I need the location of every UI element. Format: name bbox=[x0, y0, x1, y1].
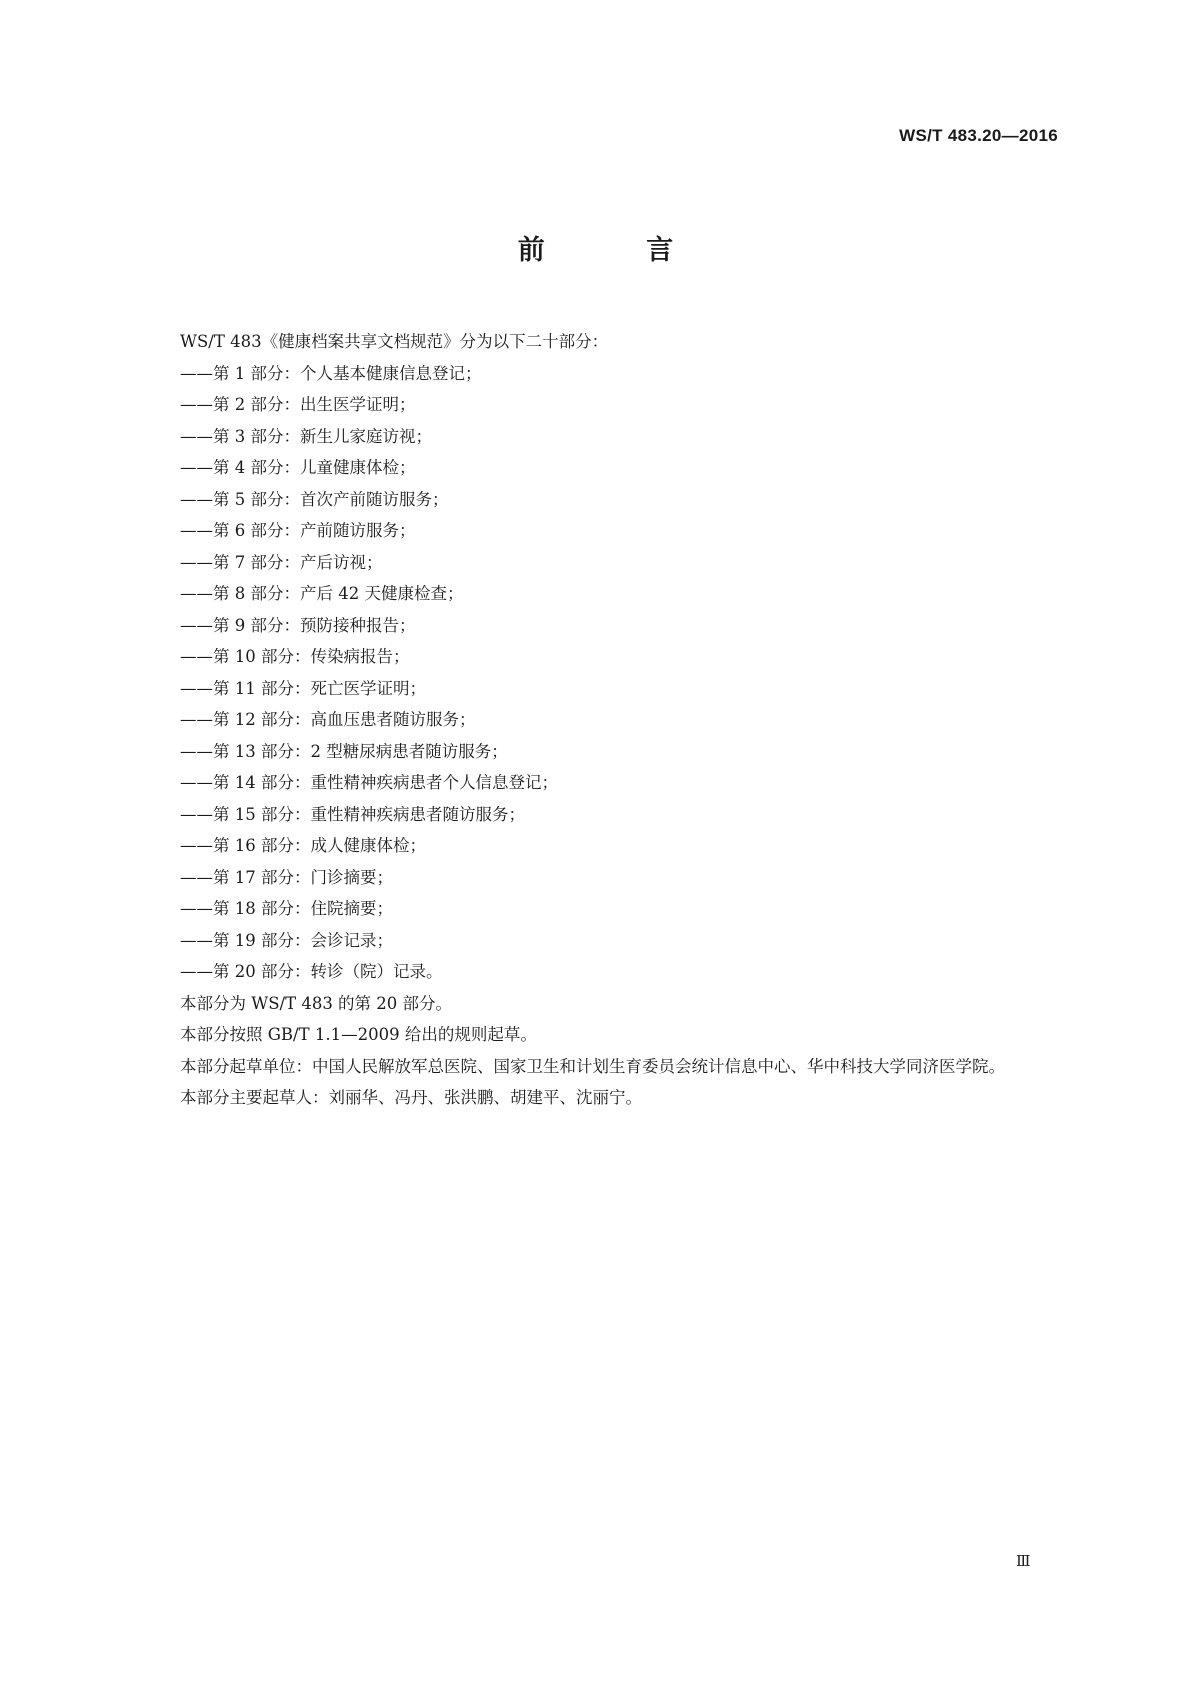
part-statement: 本部分为 WS/T 483 的第 20 部分。 bbox=[180, 993, 453, 1013]
list-item: ——第 15 部分：重性精神疾病患者随访服务； bbox=[180, 804, 525, 824]
list-item: ——第 7 部分：产后访视； bbox=[180, 552, 383, 572]
list-item: ——第 8 部分：产后 42 天健康检查； bbox=[180, 584, 464, 603]
drafting-units-statement: 本部分起草单位：中国人民解放军总医院、国家卫生和计划生育委员会统计信息中心、华中科技大学同济医学院。 bbox=[180, 1056, 1005, 1076]
list-item: ——第 18 部分：住院摘要； bbox=[180, 899, 393, 918]
list-item: ——第 10 部分：传染病报告； bbox=[180, 647, 410, 666]
list-item: ——第 16 部分：成人健康体检； bbox=[180, 836, 426, 855]
drafting-rules-statement: 本部分按照 GB/T 1.1—2009 给出的规则起草。 bbox=[180, 1025, 537, 1044]
list-item: ——第 1 部分：个人基本健康信息登记； bbox=[180, 363, 482, 383]
list-item: ——第 11 部分：死亡医学证明； bbox=[180, 678, 426, 698]
list-item: ——第 17 部分：门诊摘要； bbox=[180, 867, 393, 887]
page-title: 前 言 bbox=[517, 235, 720, 266]
list-item: ——第 19 部分：会诊记录； bbox=[180, 930, 393, 950]
list-item: ——第 4 部分：儿童健康体检； bbox=[180, 458, 416, 477]
list-item: ——第 13 部分：2 型糖尿病患者随访服务； bbox=[180, 741, 508, 761]
standard-number: WS/T 483.20—2016 bbox=[899, 126, 1058, 145]
page-number: Ⅲ bbox=[1016, 1554, 1030, 1570]
drafters-statement: 本部分主要起草人：刘丽华、冯丹、张洪鹏、胡建平、沈丽宁。 bbox=[180, 1088, 642, 1107]
foreword-body bbox=[124, 326, 1068, 1114]
list-item: ——第 6 部分：产前随访服务； bbox=[180, 521, 416, 540]
intro-paragraph: WS/T 483《健康档案共享文档规范》分为以下二十部分： bbox=[180, 332, 609, 351]
list-item: ——第 2 部分：出生医学证明； bbox=[180, 395, 416, 414]
list-item: ——第 12 部分：高血压患者随访服务； bbox=[180, 710, 476, 729]
list-item: ——第 9 部分：预防接种报告； bbox=[180, 615, 416, 635]
parts-list bbox=[124, 358, 1068, 988]
list-item: ——第 20 部分：转诊（院）记录。 bbox=[180, 962, 443, 981]
list-item: ——第 5 部分：首次产前随访服务； bbox=[180, 489, 449, 509]
list-item: ——第 14 部分：重性精神疾病患者个人信息登记； bbox=[180, 773, 558, 792]
list-item: ——第 3 部分：新生儿家庭访视； bbox=[180, 426, 432, 446]
